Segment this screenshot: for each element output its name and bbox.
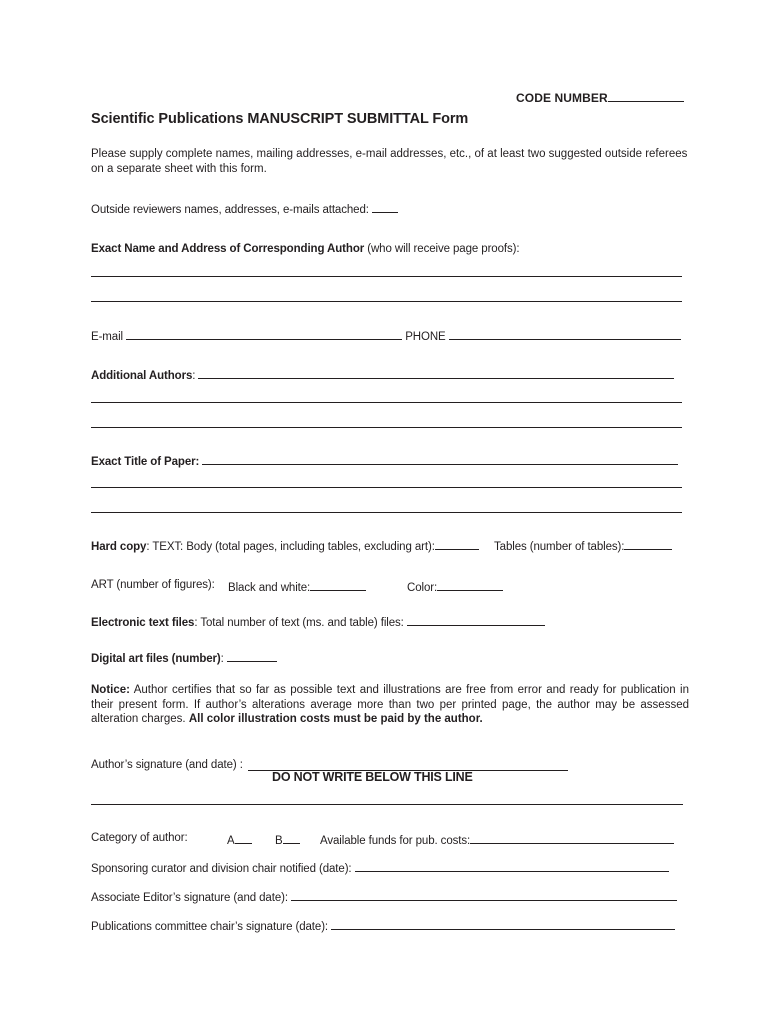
black-white-label: Black and white: (228, 582, 311, 594)
category-a (227, 832, 252, 847)
tables-blank[interactable] (624, 538, 672, 550)
additional-authors-label: Additional Authors (91, 370, 193, 382)
assoc-editor-label: Associate Editor’s signature (and date): (91, 892, 288, 904)
notice-color-costs: All color illustration costs must be paid by the author. (188, 713, 483, 725)
outside-reviewers-label: Outside reviewers names, addresses, e-mails attached: (91, 204, 369, 216)
category-a-blank[interactable] (235, 832, 252, 844)
divider-line (91, 804, 683, 805)
additional-authors-colon: : (192, 370, 196, 382)
corresponding-author-line-1[interactable] (91, 276, 682, 277)
paper-title-blank[interactable] (202, 453, 678, 465)
tables-label: Tables (number of tables): (494, 541, 625, 553)
phone-blank[interactable] (449, 328, 681, 340)
additional-authors-line-2[interactable] (91, 402, 682, 403)
color-field (407, 579, 503, 594)
additional-authors-line-3[interactable] (91, 427, 682, 428)
code-number-label: CODE NUMBER (516, 91, 608, 105)
paper-title-line-2[interactable] (91, 487, 682, 488)
color-blank[interactable] (437, 579, 503, 591)
hard-copy-text: : TEXT: Body (total pages, including tables, excluding art): (146, 541, 435, 553)
sponsoring-field (91, 860, 669, 875)
intro-text: Please supply complete names, mailing addresses, e-mail addresses, etc., of at least two suggested outside referees on a separate sheet with this form. (91, 148, 688, 175)
corresponding-author-heading (91, 243, 519, 255)
sponsoring-blank[interactable] (355, 860, 669, 872)
paper-title-label: Exact Title of Paper: (91, 456, 200, 468)
category-a-label: A (227, 835, 235, 847)
hard-copy-label: Hard copy (91, 541, 147, 553)
notice-text: Author certifies that so far as possible text and illustrations are free from error and ready for publication in their present form. If author’s alterations average more than two per printed page, the author may be assessed alteration charges. (91, 684, 689, 725)
notice-label: Notice: (91, 684, 130, 696)
code-number-blank[interactable] (608, 90, 684, 102)
pub-committee-field (91, 918, 675, 933)
code-number-field (516, 90, 684, 105)
black-white-blank[interactable] (310, 579, 366, 591)
notice-paragraph (91, 683, 689, 727)
corresponding-author-note: (who will receive page proofs): (364, 243, 520, 255)
electronic-files-field (91, 614, 545, 629)
funds-field (320, 832, 674, 847)
additional-authors-field (91, 367, 674, 382)
paper-title-line-3[interactable] (91, 512, 682, 513)
assoc-editor-blank[interactable] (291, 889, 677, 901)
tables-field (494, 538, 672, 553)
category-b (275, 832, 300, 847)
hard-copy-row (91, 538, 479, 553)
art-label: ART (number of figures): (91, 579, 215, 591)
electronic-files-blank[interactable] (407, 614, 545, 626)
outside-reviewers-field (91, 201, 398, 216)
category-b-label: B (275, 835, 283, 847)
pub-committee-label: Publications committee chair’s signature (date): (91, 921, 329, 933)
outside-reviewers-blank[interactable] (372, 201, 398, 213)
email-label: E-mail (91, 331, 123, 343)
additional-authors-blank[interactable] (198, 367, 674, 379)
hard-copy-pages-blank[interactable] (435, 538, 479, 550)
paper-title-field (91, 453, 678, 468)
electronic-files-label: Electronic text files (91, 617, 195, 629)
form-title: Scientific Publications MANUSCRIPT SUBMITTAL Form (91, 111, 469, 127)
pub-committee-blank[interactable] (331, 918, 675, 930)
digital-art-blank[interactable] (227, 650, 277, 662)
digital-art-colon: : (220, 653, 224, 665)
funds-blank[interactable] (470, 832, 674, 844)
color-label: Color: (407, 582, 438, 594)
phone-label: PHONE (405, 331, 446, 343)
black-white-field (228, 579, 366, 594)
sponsoring-label: Sponsoring curator and division chair notified (date): (91, 863, 352, 875)
corresponding-author-line-2[interactable] (91, 301, 682, 302)
email-phone-row (91, 328, 681, 343)
digital-art-label: Digital art files (number) (91, 653, 221, 665)
digital-art-field (91, 650, 277, 665)
category-b-blank[interactable] (283, 832, 300, 844)
assoc-editor-field (91, 889, 677, 904)
funds-label: Available funds for pub. costs: (320, 835, 471, 847)
do-not-write-heading: DO NOT WRITE BELOW THIS LINE (272, 770, 473, 784)
email-blank[interactable] (126, 328, 402, 340)
author-signature-label: Author’s signature (and date) : (91, 759, 243, 771)
corresponding-author-label: Exact Name and Address of Corresponding Author (91, 243, 365, 255)
electronic-files-text: : Total number of text (ms. and table) files: (194, 617, 404, 629)
category-label: Category of author: (91, 832, 188, 844)
